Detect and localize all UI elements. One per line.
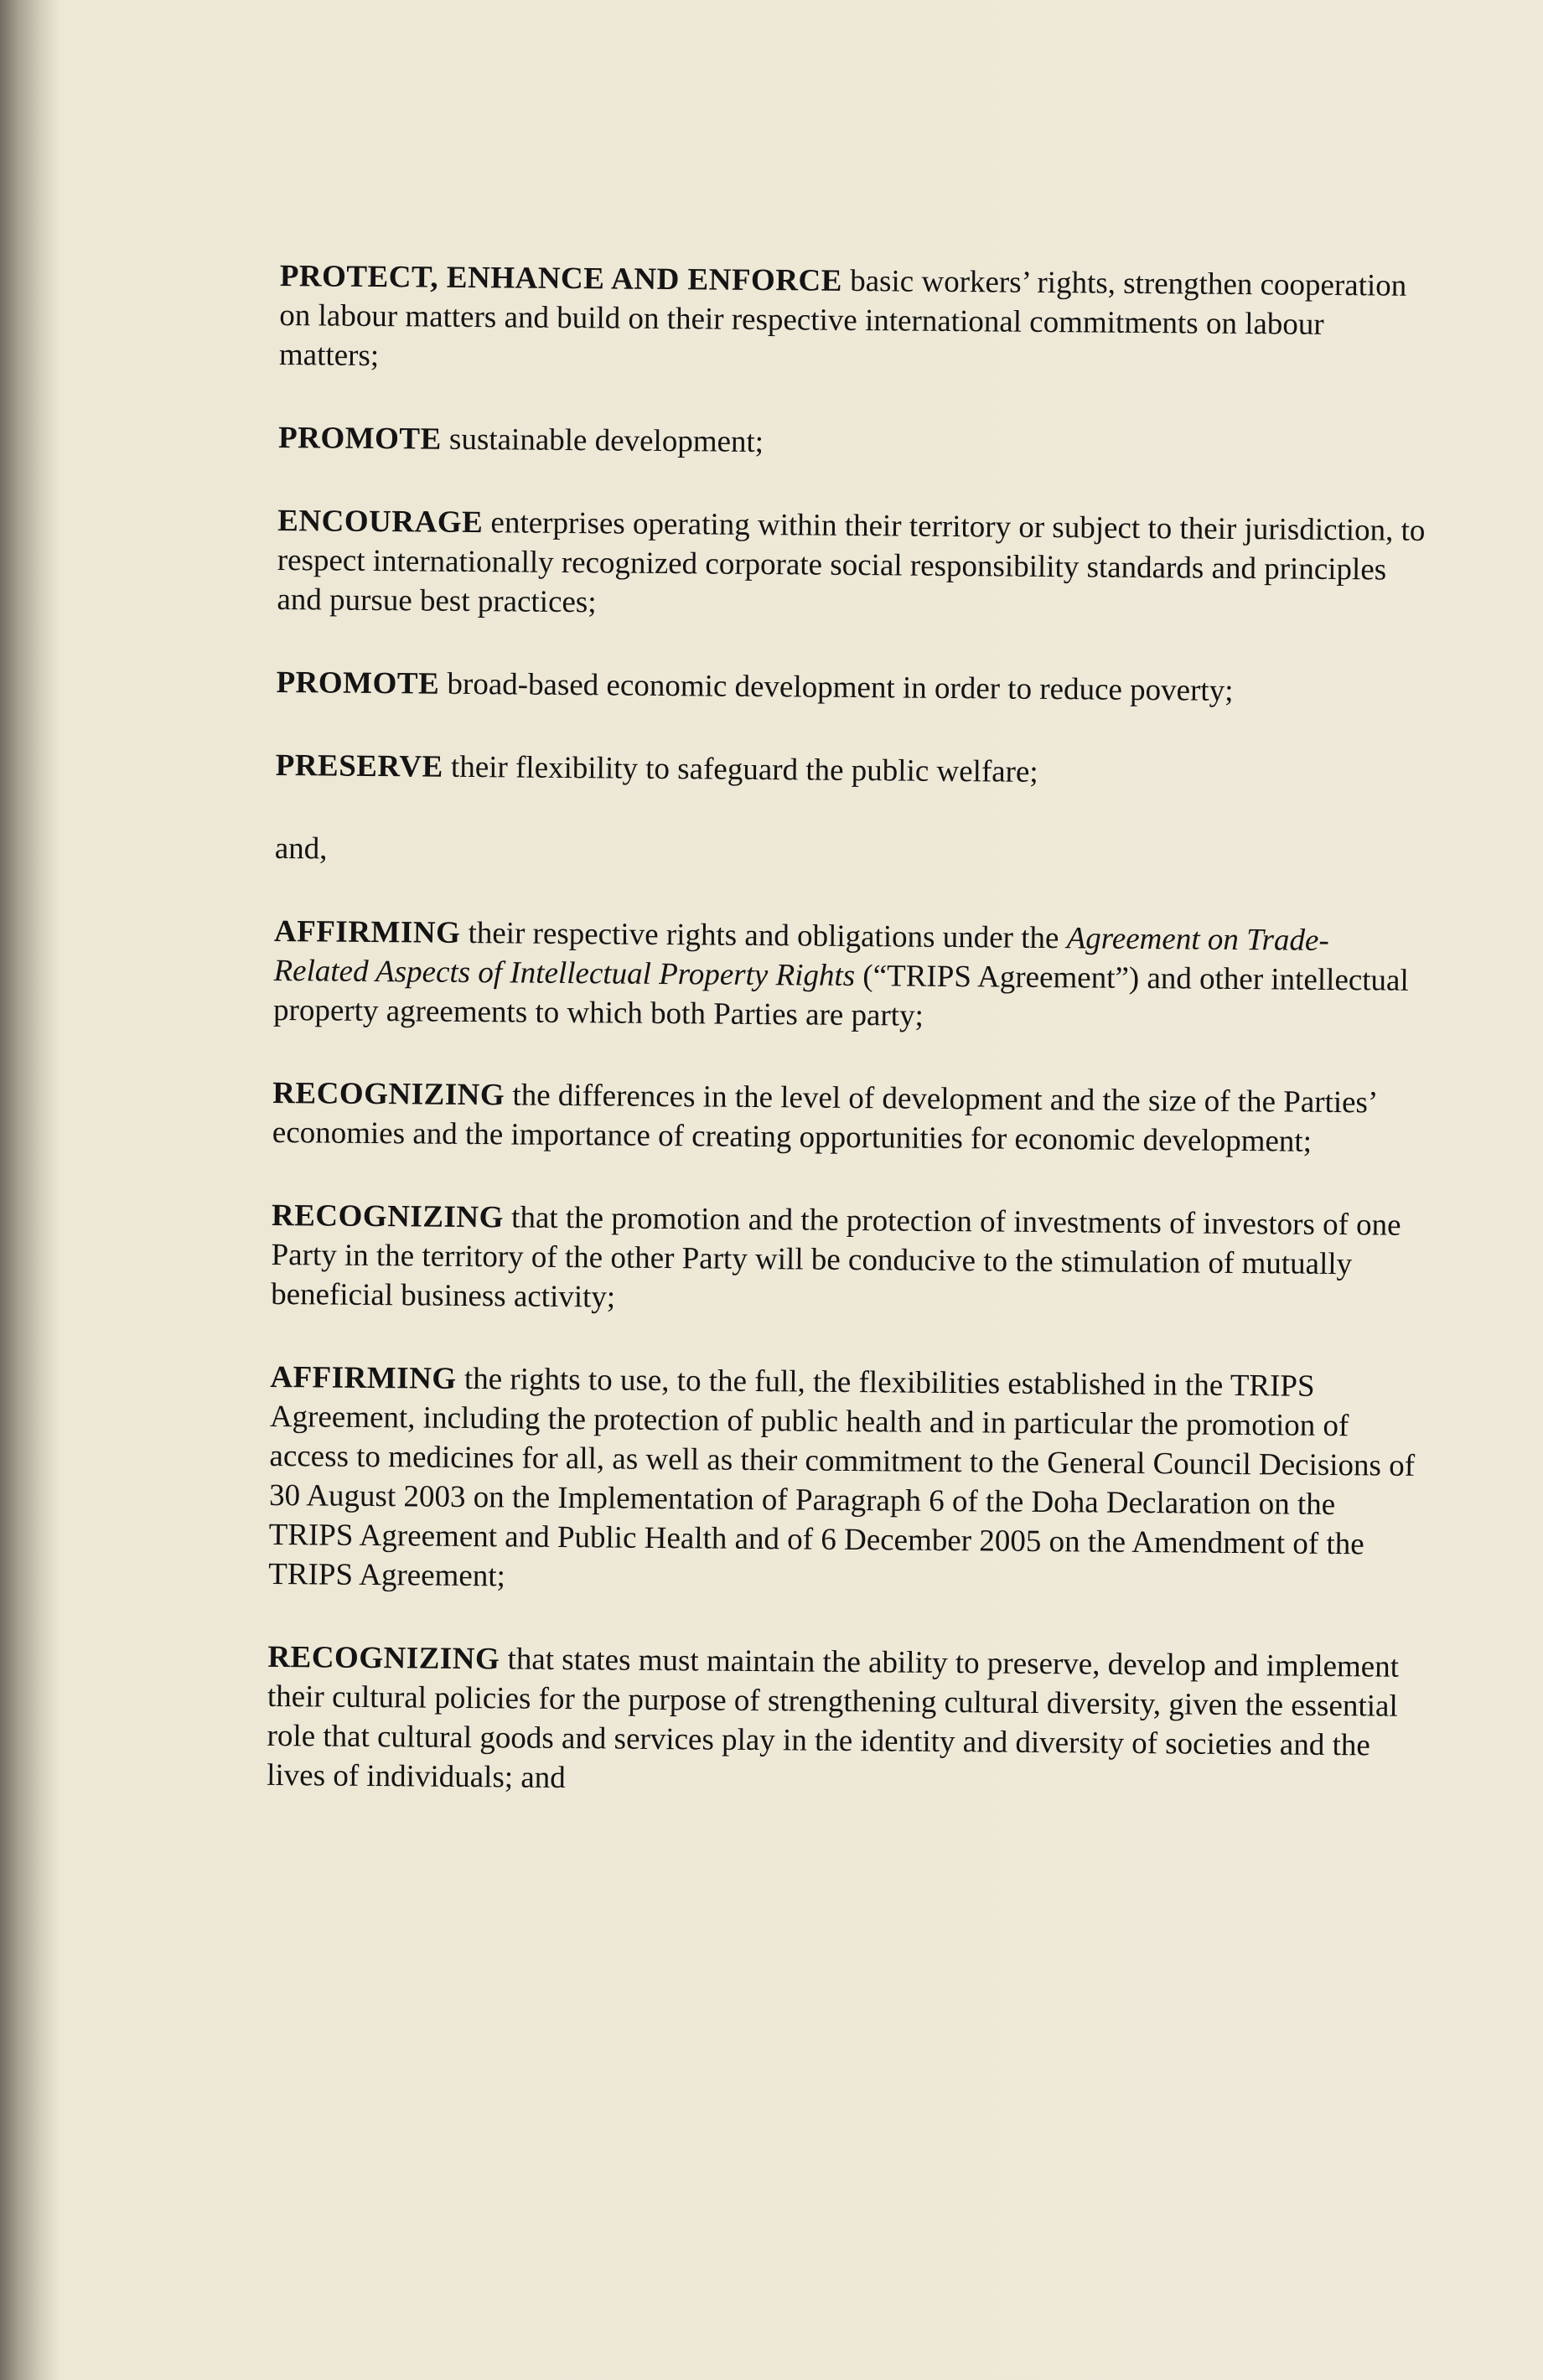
paragraph-body: the differences in the level of development and the size of the Parties’ economies and the importance of creating opportunities for economic development; — [272, 1078, 1376, 1159]
paragraph-body: enterprises operating within their territory or subject to their jurisdiction, to respect internationally recognized corporate social responsibility standards and principles and pursue best practices; — [277, 505, 1426, 620]
paragraph-encourage — [277, 501, 1426, 629]
paragraph-promote-sustainable — [278, 418, 1426, 468]
paragraph-body: sustainable development; — [441, 422, 764, 460]
paragraph-body: and, — [274, 830, 328, 867]
paragraph-body: that states must maintain the ability to preserve, develop and implement their cultural policies for the purpose of strengthening cultural diversity, given the essential role that cultural goods and services play in the identity and diversity of societies and the lives of individuals; and — [267, 1642, 1400, 1796]
paragraph-affirming-flexibilities — [268, 1358, 1418, 1604]
paragraph-keyword: RECOGNIZING — [271, 1198, 505, 1235]
paragraph-body: their flexibility to safeguard the public welfare; — [443, 749, 1038, 789]
paragraph-recognizing-differences — [272, 1074, 1421, 1162]
paragraph-affirming-trips — [273, 912, 1422, 1040]
preamble-text — [267, 256, 1428, 1849]
paragraph-keyword: AFFIRMING — [270, 1359, 457, 1396]
paragraph-keyword: PRESERVE — [275, 748, 443, 784]
agreement-title: Agreement on Trade-Related Aspects of Intellectual Property Rights — [273, 921, 1329, 994]
paragraph-keyword: PROMOTE — [276, 665, 440, 701]
paragraph-protect — [279, 256, 1428, 385]
paragraph-and — [275, 829, 1423, 878]
paragraph-body: the rights to use, to the full, the flexibilities established in the TRIPS Agreement, including the protection of public health and in particular the promotion of access to medicines for all, as well as their commitment to the General Council Decisions of 30 August 2003 on the Implementation of Paragraph 6 of the Doha Declaration on the TRIPS Agreement and Public Health and of 6 December 2005 on the Amendment of the TRIPS Agreement; — [268, 1361, 1416, 1594]
paragraph-body-end: (“TRIPS Agreement”) and other intellectual property agreements to which both Parties are party; — [272, 959, 1409, 1033]
paragraph-recognizing-investments — [271, 1196, 1420, 1324]
paragraph-body: that the promotion and the protection of investments of investors of one Party in the territory of the other Party will be conducive to the stimulation of mutually beneficial business activity; — [271, 1200, 1401, 1315]
paragraph-keyword: PROMOTE — [277, 420, 442, 457]
binding-shadow — [0, 0, 60, 2380]
paragraph-keyword: AFFIRMING — [273, 913, 461, 950]
paragraph-promote-broad-based — [276, 663, 1424, 712]
paragraph-body: broad-based economic development in order to reduce poverty; — [439, 666, 1234, 708]
paragraph-body: their respective rights and obligations under the — [460, 915, 1067, 956]
paragraph-keyword: PROTECT, ENHANCE AND ENFORCE — [279, 258, 843, 298]
paragraph-keyword: ENCOURAGE — [277, 503, 484, 541]
paragraph-preserve — [275, 746, 1423, 795]
paragraph-body: basic workers’ rights, strengthen cooperation on labour matters and build on their respective international commitments on labour matters; — [278, 263, 1407, 374]
paragraph-keyword: RECOGNIZING — [272, 1075, 505, 1113]
paragraph-recognizing-culture — [267, 1638, 1416, 1805]
paragraph-keyword: RECOGNIZING — [267, 1639, 500, 1677]
